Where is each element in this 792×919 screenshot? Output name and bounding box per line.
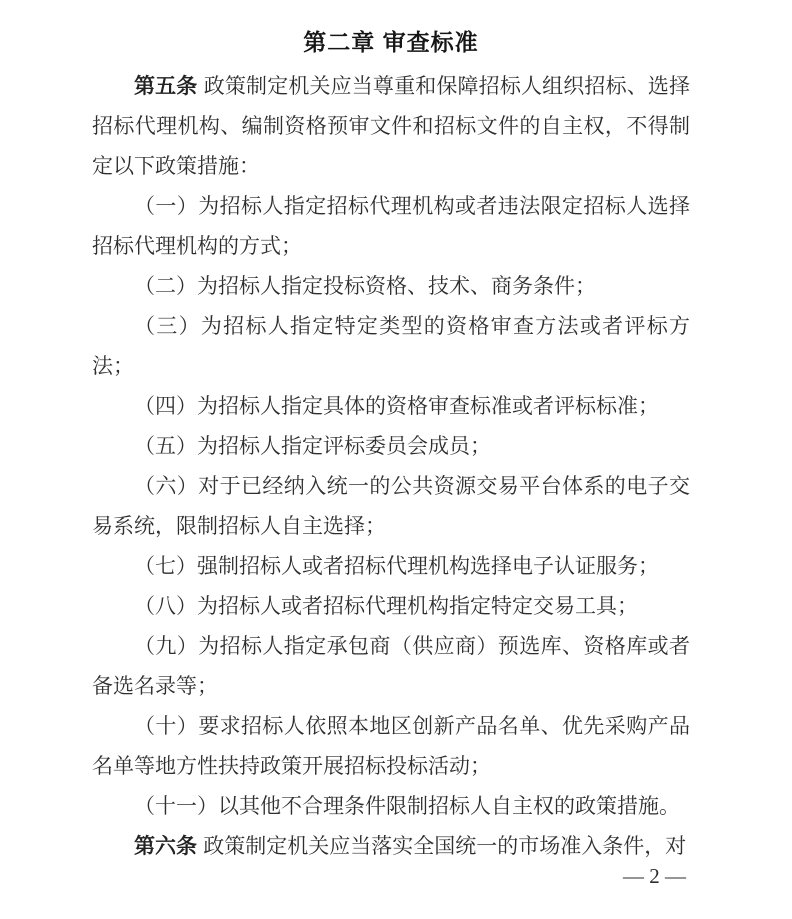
paragraph-text: 政策制定机关应当落实全国统一的市场准入条件，对 [203, 834, 687, 858]
page-footer [623, 862, 686, 890]
paragraph [92, 426, 690, 466]
document-body [92, 66, 690, 866]
paragraph-text: （四）为招标人指定具体的资格审查标准或者评标标准； [134, 394, 659, 418]
paragraph [92, 706, 690, 786]
paragraph [92, 306, 690, 386]
paragraph [92, 466, 690, 546]
paragraph-text: （八）为招标人或者招标代理机构指定特定交易工具； [134, 594, 638, 618]
paragraph [92, 626, 690, 706]
paragraph [92, 546, 690, 586]
paragraph-text: （五）为招标人指定评标委员会成员； [134, 434, 491, 458]
paragraph [92, 386, 690, 426]
paragraph [92, 826, 690, 866]
paragraph-text: （三）为招标人指定特定类型的资格审查方法或者评标方法； [92, 314, 690, 378]
paragraph-text: （二）为招标人指定投标资格、技术、商务条件； [134, 274, 596, 298]
paragraph [92, 786, 690, 826]
paragraph [92, 66, 690, 186]
page-number: — 2 — [623, 864, 686, 888]
chapter-title: 第二章 审查标准 [303, 29, 479, 55]
paragraph [92, 586, 690, 626]
paragraph [92, 266, 690, 306]
paragraph-text: （九）为招标人指定承包商（供应商）预选库、资格库或者备选名录等； [92, 634, 690, 698]
paragraph [92, 186, 690, 266]
paragraph-text: （六）对于已经纳入统一的公共资源交易平台体系的电子交易系统，限制招标人自主选择； [92, 474, 690, 538]
article-number: 第六条 [134, 834, 197, 858]
paragraph-text: 政策制定机关应当尊重和保障招标人组织招标、选择招标代理机构、编制资格预审文件和招标文件的自主权，不得制定以下政策措施： [92, 74, 691, 178]
paragraph-text: （十）要求招标人依照本地区创新产品名单、优先采购产品名单等地方性扶持政策开展招标投标活动； [92, 714, 690, 778]
paragraph-text: （七）强制招标人或者招标代理机构选择电子认证服务； [134, 554, 659, 578]
paragraph-text: （十一）以其他不合理条件限制招标人自主权的政策措施。 [134, 794, 680, 818]
article-number: 第五条 [134, 74, 198, 98]
paragraph-text: （一）为招标人指定招标代理机构或者违法限定招标人选择招标代理机构的方式； [92, 194, 690, 258]
